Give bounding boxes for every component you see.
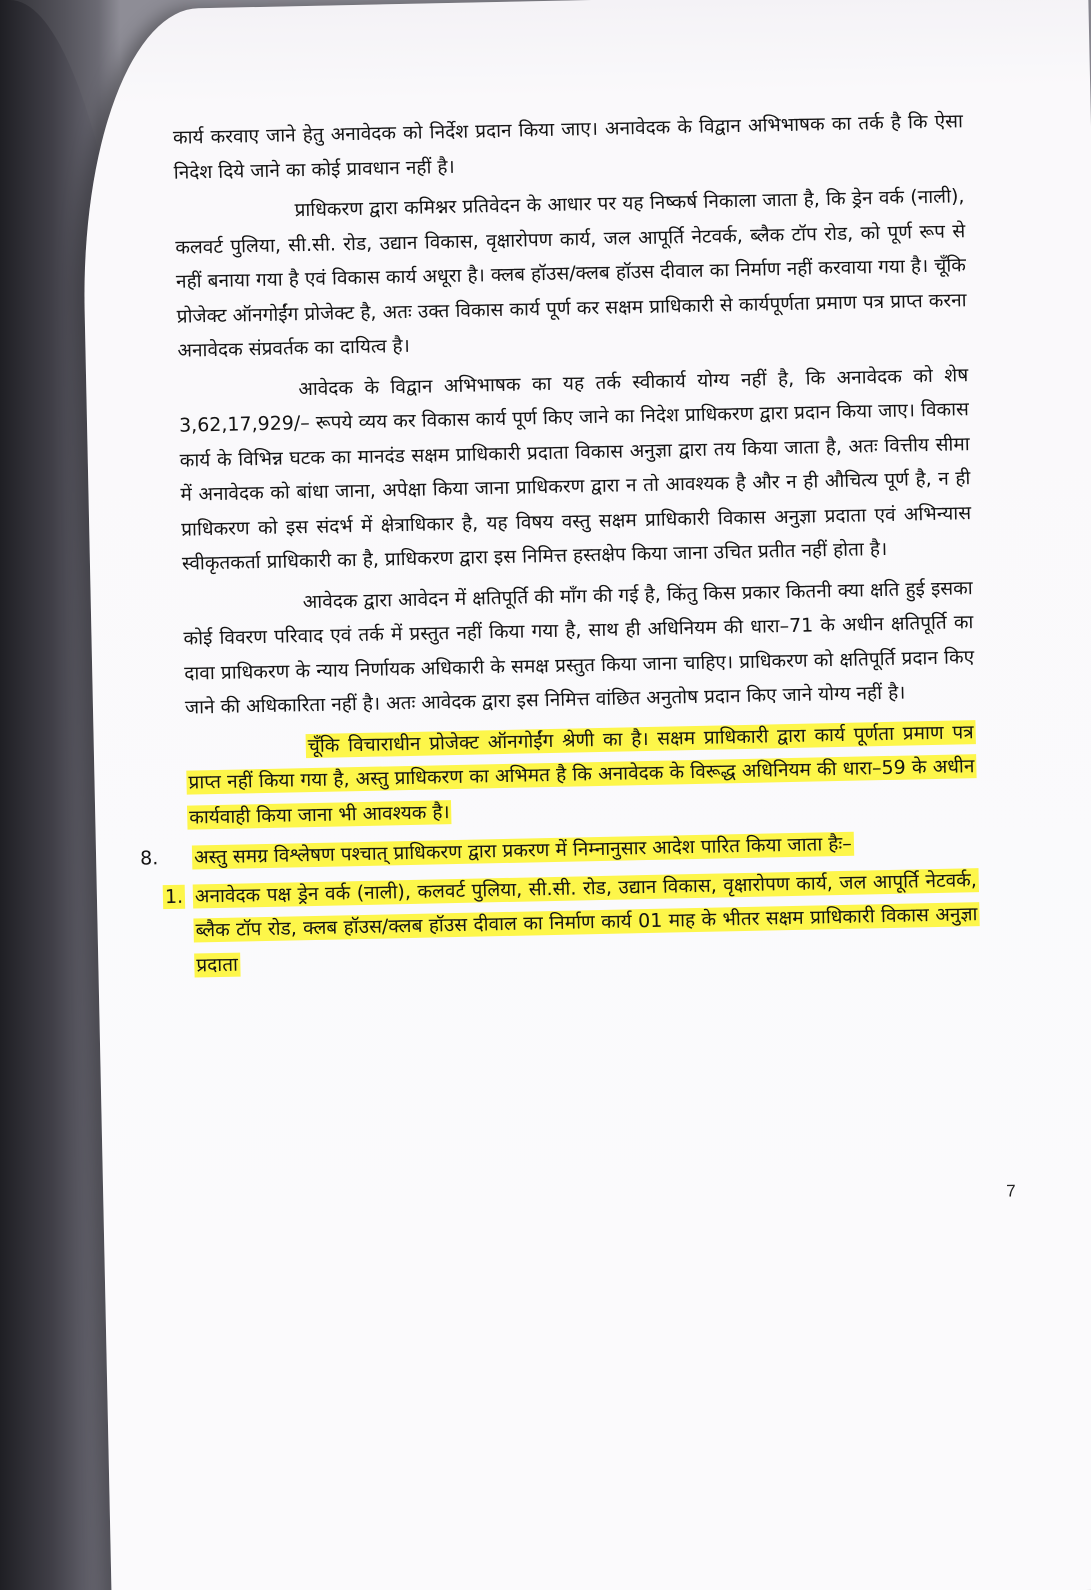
paragraph-3: आवेदक के विद्वान अभिभाषक का यह तर्क स्वीकार्य योग्य नहीं है, कि अनावेदक को शेष 3,62,17,929/– रूपये व्यय कर विकास कार्य पूर्ण किए जाने का निदेश प्राधिकरण द्वारा प्रदान किया जाए। विकास कार्य के विभिन्न घटक का मानदंड सक्षम प्राधिकारी प्रदाता विकास अनुज्ञा द्वारा तय किया जाता है, अतः वित्तीय सीमा में अनावेदक को बांधा जाना, अपेक्षा किया जाना प्राधिकरण द्वारा न तो आवश्यक है और न ही औचित्य पूर्ण है, न ही प्राधिकरण को इस संदर्भ में क्षेत्राधिकार है, यह विषय वस्तु सक्षम प्राधिकारी विकास अनुज्ञा प्रदाता एवं अभिन्यास स्वीकृतकर्ता प्राधिकारी का है, प्राधिकरण द्वारा इस निमित्त हस्तक्षेप किया जाना उचित प्रतीत नहीं होता है।: [178, 363, 972, 575]
document-page: [78, 0, 1091, 1590]
section-number: 8.: [139, 847, 159, 870]
paragraph-4: आवेदक द्वारा आवेदन में क्षतिपूर्ति की मॉंग की गई है, किंतु किस प्रकार कितनी क्या क्षति हुई इसका कोई विवरण परिवाद एवं तर्क में प्रस्तुत नहीं किया गया है, साथ ही अधिनियम की धारा–71 के अधीन क्षतिपूर्ति का दावा प्राधिकरण के न्याय निर्णायक अधिकारी के समक्ष प्रस्तुत किया जाना चाहिए। प्राधिकरण को क्षतिपूर्ति प्रदान किए जाने की अधिकारिता नहीं है। अतः आवेदक द्वारा इस निमित्त वांछित अनुतोष प्रदान किए जाने योग्य नहीं है।: [183, 576, 975, 719]
item-number: [163, 879, 195, 983]
paragraph-5-highlighted: [185, 715, 977, 835]
document-body: [139, 104, 981, 982]
highlight-mark: 1.: [163, 884, 186, 908]
highlight-mark: चूँकि विचाराधीन प्रोजेक्ट ऑनगोईंग श्रेणी का है। सक्षम प्राधिकारी द्वारा कार्य पूर्णता प्रमाण पत्र प्राप्त नहीं किया गया है, अस्तु प्राधिकरण का अभिमत है कि अनावेदक के विरूद्ध अधिनियम की धारा–59 के अधीन कार्यवाही किया जाना भी आवश्यक है।: [186, 720, 976, 830]
paragraph-2: प्राधिकरण द्वारा कमिश्नर प्रतिवेदन के आधार पर यह निष्कर्ष निकाला जाता है, कि ड्रेन वर्क (नाली), कलवर्ट पुलिया, सी.सी. रोड, उद्यान विकास, वृक्षारोपण कार्य, जल आपूर्ति नेटवर्क, ब्लैक टॉप रोड, को पूर्ण रूप से नहीं बनाया गया है एवं विकास कार्य अधूरा है। क्लब हॉउस/क्लब हॉउस दीवाल का निर्माण नहीं करवाया गया है। चूँकि प्रोजेक्ट ऑनगोईंग प्रोजेक्ट है, अतः उक्त विकास कार्य पूर्ण कर सक्षम प्राधिकारी से कार्यपूर्णता प्रमाण पत्र प्राप्त करना अनावेदक संप्रवर्तक का दायित्व है।: [175, 185, 967, 362]
order-item-1: [164, 863, 981, 983]
item-text: [193, 863, 981, 983]
page-number: 7: [1006, 1181, 1016, 1201]
highlight-mark: अस्तु समग्र विश्लेषण पश्चात् प्राधिकरण द्वारा प्रकरण में निम्नानुसार आदेश पारित किया जाता हैः–: [192, 832, 854, 870]
paragraph-1: कार्य करवाए जाने हेतु अनावेदक को निर्देश प्रदान किया जाए। अनावेदक के विद्वान अभिभाषक का तर्क है कि ऐसा निदेश दिये जाने का कोई प्रावधान नहीं है।: [172, 110, 964, 184]
highlight-mark: अनावेदक पक्ष ड्रेन वर्क (नाली), कलवर्ट पुलिया, सी.सी. रोड, उद्यान विकास, वृक्षारोपण कार्य, जल आपूर्ति नेटवर्क, ब्लैक टॉप रोड, क्लब हॉउस/क्लब हॉउस दीवाल का निर्माण कार्य 01 माह के भीतर सक्षम प्राधिकारी विकास अनुज्ञा प्रदाता: [193, 868, 980, 977]
